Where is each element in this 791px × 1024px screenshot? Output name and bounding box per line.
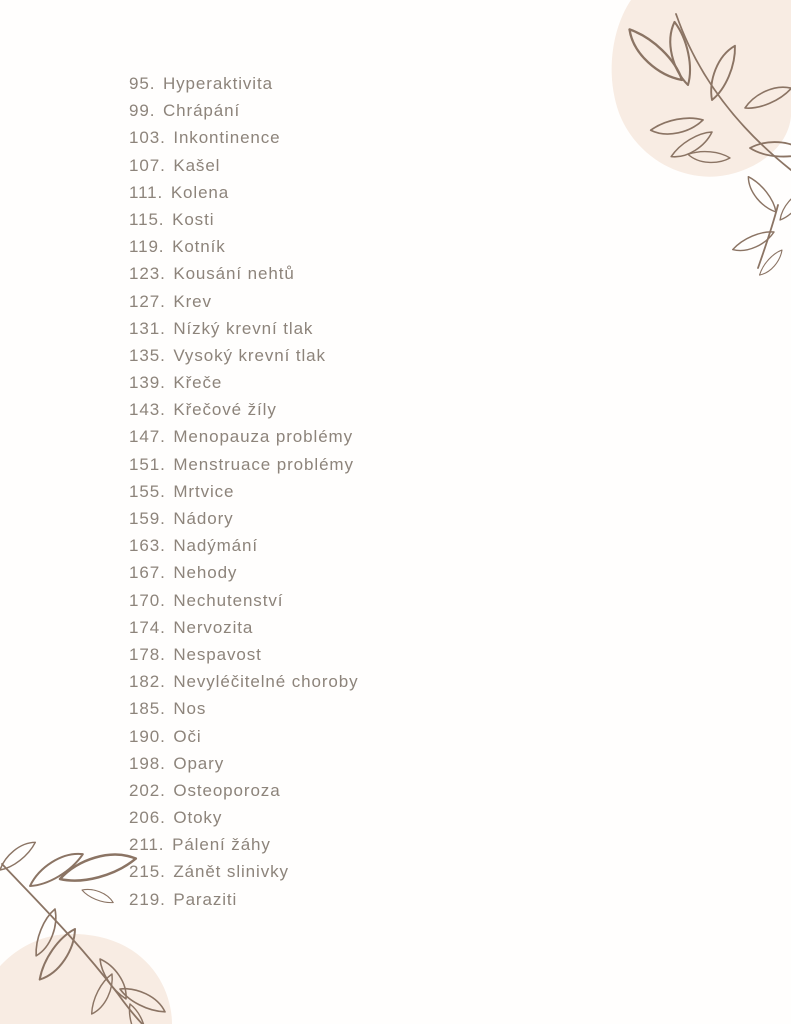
toc-entry-label: Nádory: [173, 509, 234, 528]
toc-entry-page-number: 151.: [129, 454, 166, 474]
toc-entry-label: Oči: [173, 726, 202, 746]
toc-entry-page-number: 115.: [129, 209, 165, 229]
toc-entry: [129, 342, 359, 369]
toc-entry-label: Kolena: [170, 182, 230, 202]
toc-entry-label: Opary: [173, 753, 225, 773]
toc-entry-label: Nespavost: [173, 644, 262, 664]
toc-entry: [129, 423, 359, 450]
toc-entry-label: Zánět slinivky: [173, 862, 289, 882]
toc-entry: [129, 369, 359, 396]
peach-blob-top-right: [612, 0, 791, 177]
toc-list: [129, 70, 359, 913]
toc-entry: [129, 152, 359, 179]
toc-entry-label: Paraziti: [173, 889, 238, 909]
toc-entry: [129, 614, 359, 641]
toc-entry: [129, 695, 359, 722]
toc-entry-page-number: 167.: [129, 563, 166, 583]
toc-entry: [129, 260, 359, 287]
toc-entry-page-number: 155.: [129, 481, 166, 501]
toc-entry: [129, 478, 359, 505]
toc-entry-page-number: 139.: [129, 373, 166, 393]
toc-entry: [129, 451, 359, 478]
toc-entry-label: Kotník: [172, 237, 226, 257]
toc-entry: [129, 559, 359, 586]
toc-entry-label: Nevyléčitelné choroby: [173, 672, 359, 692]
toc-entry: [129, 641, 359, 668]
toc-entry-label: Vysoký krevní tlak: [173, 345, 326, 365]
toc-entry-label: Krev: [173, 291, 212, 311]
toc-entry-page-number: 123.: [129, 264, 166, 284]
toc-entry-page-number: 182.: [129, 672, 166, 692]
toc-entry: [129, 505, 359, 532]
toc-entry-page-number: 127.: [129, 291, 166, 311]
toc-entry-label: Kousání nehtů: [173, 264, 295, 284]
toc-entry-page-number: 99.: [129, 101, 156, 121]
toc-entry-label: Nechutenství: [173, 590, 284, 610]
toc-entry-page-number: 103.: [129, 128, 166, 148]
toc-entry: [129, 587, 359, 614]
toc-entry: [129, 288, 359, 315]
toc-entry-label: Nadýmání: [173, 536, 259, 556]
toc-entry-label: Inkontinence: [173, 128, 281, 148]
toc-entry-label: Nízký krevní tlak: [173, 318, 314, 338]
toc-entry-label: Menstruace problémy: [173, 454, 354, 474]
toc-entry-page-number: 95.: [129, 74, 156, 93]
peach-blob-bottom-left: [0, 934, 172, 1024]
toc-entry: [129, 315, 359, 342]
toc-entry: [129, 70, 359, 97]
toc-entry-label: Menopauza problémy: [173, 427, 354, 447]
toc-entry-page-number: 131.: [129, 318, 166, 338]
toc-entry-label: Kašel: [173, 155, 221, 175]
toc-entry-page-number: 211.: [129, 835, 165, 855]
toc-entry-page-number: 163.: [129, 536, 166, 556]
toc-entry-label: Pálení žáhy: [172, 835, 271, 855]
toc-entry: [129, 723, 359, 750]
toc-entry: [129, 206, 359, 233]
toc-entry-page-number: 185.: [129, 699, 166, 719]
toc-entry-label: Kosti: [172, 209, 215, 229]
toc-entry: [129, 668, 359, 695]
botanical-branch-top-right-illustration: [560, 0, 791, 320]
toc-entry-page-number: 170.: [129, 590, 166, 610]
toc-entry-page-number: 159.: [129, 509, 166, 528]
toc-entry: [129, 233, 359, 260]
branch-line-art-icon: [623, 14, 791, 278]
toc-entry-page-number: 215.: [129, 862, 166, 882]
toc-entry-page-number: 219.: [129, 889, 166, 909]
toc-entry: [129, 179, 359, 206]
toc-entry-label: Osteoporoza: [173, 780, 281, 800]
toc-entry-page-number: 147.: [129, 427, 166, 447]
toc-entry-page-number: 143.: [129, 400, 166, 420]
toc-entry-page-number: 178.: [129, 644, 166, 664]
toc-entry-label: Křeče: [173, 373, 223, 393]
toc-entry-page-number: 202.: [129, 780, 166, 800]
toc-entry: [129, 777, 359, 804]
toc-entry-page-number: 198.: [129, 753, 166, 773]
toc-entry: [129, 750, 359, 777]
toc-entry-label: Mrtvice: [173, 481, 235, 501]
toc-entry: [129, 396, 359, 423]
toc-entry-label: Nervozita: [173, 617, 254, 637]
toc-entry-label: Nehody: [173, 563, 238, 583]
toc-entry-page-number: 119.: [129, 237, 165, 257]
toc-entry-page-number: 206.: [129, 808, 166, 828]
toc-entry-label: Chrápání: [162, 101, 241, 121]
toc-entry: [129, 858, 359, 885]
toc-entry: [129, 804, 359, 831]
toc-entry-page-number: 107.: [129, 155, 166, 175]
toc-entry-label: Křečové žíly: [173, 400, 277, 420]
toc-entry-page-number: 135.: [129, 345, 166, 365]
toc-entry-page-number: 111.: [129, 182, 164, 202]
toc-entry: [129, 124, 359, 151]
toc-entry: [129, 831, 359, 858]
toc-entry: [129, 886, 359, 913]
toc-entry: [129, 97, 359, 124]
toc-entry-label: Nos: [173, 699, 207, 719]
toc-entry-page-number: 174.: [129, 617, 166, 637]
toc-entry-label: Otoky: [173, 808, 223, 828]
toc-entry: [129, 532, 359, 559]
toc-entry-label: Hyperaktivita: [162, 74, 273, 93]
toc-entry-page-number: 190.: [129, 726, 166, 746]
